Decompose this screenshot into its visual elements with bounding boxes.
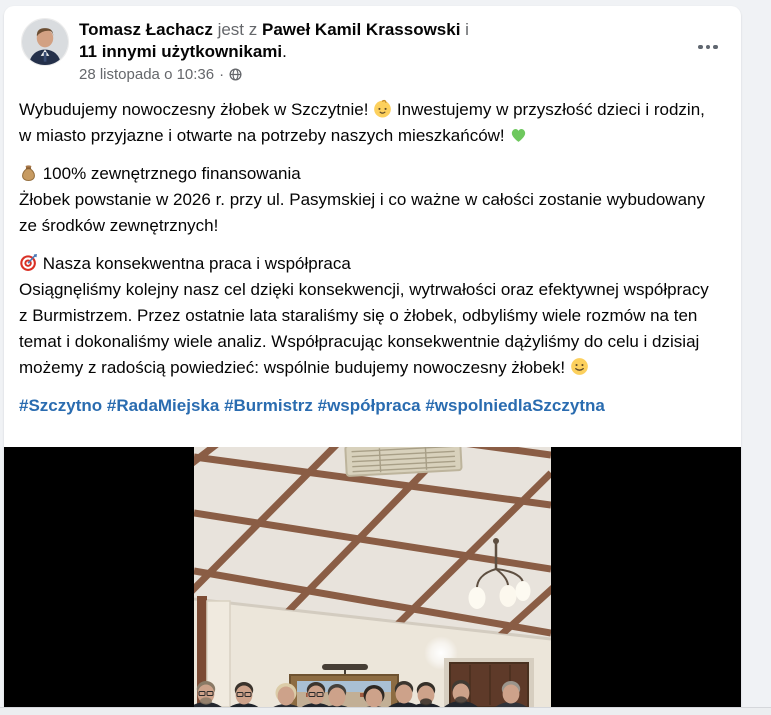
hashtag-link[interactable]: #wspolniedlaSzczytna — [425, 396, 605, 415]
author-name-link[interactable]: Tomasz Łachacz — [79, 20, 213, 39]
globe-icon — [229, 68, 242, 81]
timestamp-row — [79, 66, 469, 83]
post-photo-scene — [194, 447, 551, 707]
dot-icon — [713, 45, 718, 50]
post-header — [4, 6, 741, 83]
air-vent — [345, 447, 461, 476]
window-bottom-strip — [0, 707, 771, 715]
timestamp-separator: · — [219, 66, 225, 83]
hashtag-link[interactable]: #RadaMiejska — [106, 396, 220, 415]
profile-photo-icon — [22, 19, 68, 65]
smile-emoji — [570, 357, 589, 376]
post-paragraph: Nasza konsekwentna praca i współpraca Osiągnęliśmy kolejny nasz cel dzięki konsekwencji, wytrwałości oraz efektywnej współpracy z Burmistrzem. Przez ostatnie lata staraliśmy się o żłobek, odbyliśmy wiele rozmów na ten temat i dokonaliśmy wiele analiz. Współpracując konsekwentnie dążyliśmy do celu i dzisiaj możemy z radością powiedzieć: wspólnie budujemy nowoczesny żłobek! — [19, 254, 709, 377]
post-timestamp[interactable]: 28 listopada o 10:36 — [79, 66, 215, 83]
header-info — [79, 18, 469, 83]
video-frame — [194, 447, 551, 707]
byline-connector: jest z — [217, 20, 258, 39]
hashtag-link[interactable]: #współpraca — [317, 396, 421, 415]
more-tagged-users-link[interactable]: 11 innymi użytkownikami — [79, 42, 283, 61]
byline-period: . — [282, 42, 287, 61]
post-byline — [79, 19, 469, 63]
avatar[interactable] — [21, 18, 69, 66]
money-bag-emoji — [19, 163, 38, 182]
post-media[interactable] — [4, 447, 741, 707]
dot-icon — [706, 45, 711, 50]
tagged-user-link[interactable]: Paweł Kamil Krassowski — [262, 20, 461, 39]
target-emoji — [19, 253, 38, 272]
hashtag-line — [19, 393, 715, 419]
byline-connector-2: i — [465, 20, 469, 39]
post-paragraph: 100% zewnętrznego finansowania Żłobek powstanie w 2026 r. przy ul. Pasymskiej i co ważne w całości zostanie wybudowany ze środków zewnętrznych! — [19, 164, 705, 235]
post-paragraph: Wybudujemy nowoczesny żłobek w Szczytnie! Inwestujemy w przyszłość dzieci i rodzin, w miasto przyjazne i otwarte na potrzeby naszych mieszkańców! — [19, 100, 705, 145]
green-heart-emoji — [509, 125, 528, 144]
facebook-post-card — [4, 6, 741, 707]
hashtag-link[interactable]: #Szczytno — [19, 396, 103, 415]
hashtag-link[interactable]: #Burmistrz — [224, 396, 313, 415]
post-text — [4, 83, 741, 419]
more-options-button[interactable] — [691, 30, 725, 64]
baby-emoji — [373, 99, 392, 118]
dot-icon — [698, 45, 703, 50]
